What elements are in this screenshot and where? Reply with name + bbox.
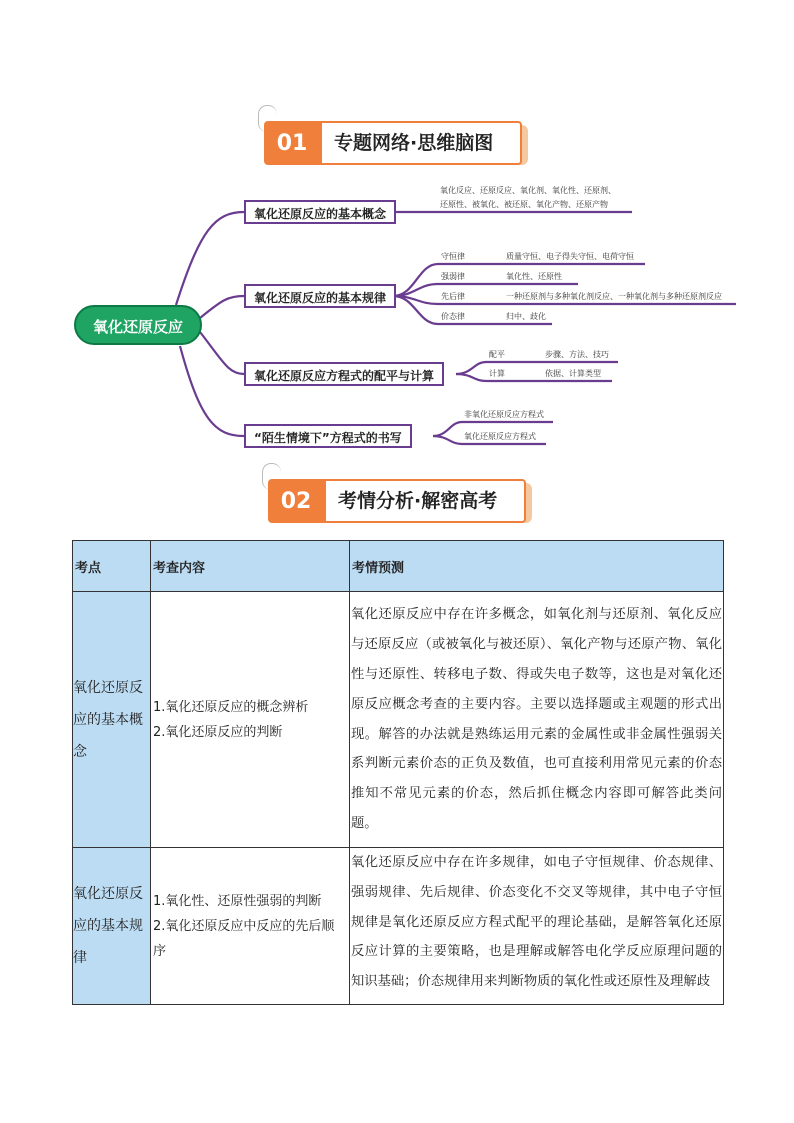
cell-kaodian: 氧化还原反应的基本概念 xyxy=(73,592,151,848)
sub-desc-calculation: 依据、计算类型 xyxy=(545,369,601,378)
mindmap-connectors xyxy=(0,0,794,460)
rule-desc-conservation: 质量守恒、电子得失守恒、电荷守恒 xyxy=(506,252,634,261)
exam-analysis-table xyxy=(72,540,724,1005)
sub-desc-balancing: 步骤、方法、技巧 xyxy=(545,350,609,359)
cell-yuce: 氧化还原反应中存在许多概念，如氧化剂与还原剂、氧化反应与还原反应（或被氧化与被还原）、氧化产物与还原产物、氧化性与还原性、转移电子数、得或失电子数等，这也是对氧化还原反应概念考查的主要内容。主要以选择题或主观题的形式出现。解答的办法就是熟练运用元素的金属性或非金属性强弱关系判断元素价态的正负及数值，也可直接利用常见元素的价态推知不常见元素的价态，然后抓住概念内容即可解答此类问题。 xyxy=(350,592,724,848)
cell-kaocha xyxy=(151,848,350,1005)
cell-kaodian: 氧化还原反应的基本规律 xyxy=(73,848,151,1005)
rule-desc-strength: 氧化性、还原性 xyxy=(506,272,562,281)
branch-basic-rules: 氧化还原反应的基本规律 xyxy=(244,284,396,308)
mindmap-root: 氧化还原反应 xyxy=(74,305,202,345)
section-title: 专题网络·思维脑图 xyxy=(320,121,522,165)
leaf-concepts-line2: 还原性、被氧化、被还原、氧化产物、还原产物 xyxy=(440,200,608,209)
leaf-non-redox: 非氧化还原反应方程式 xyxy=(464,410,544,419)
header-yuce: 考情预测 xyxy=(350,541,724,592)
section-number: 02 xyxy=(268,479,324,523)
sub-name-calculation: 计算 xyxy=(489,369,505,378)
content-line: 2.氧化还原反应中反应的先后顺序 xyxy=(153,918,335,959)
rule-name-valence: 价态律 xyxy=(441,312,465,321)
section-header-02 xyxy=(268,479,532,529)
leaf-concepts-line1: 氧化反应、还原反应、氧化剂、氧化性、还原剂、 xyxy=(440,186,616,195)
table-header-row xyxy=(73,541,724,592)
rule-name-conservation: 守恒律 xyxy=(441,252,465,261)
rule-name-strength: 强弱律 xyxy=(441,272,465,281)
rule-name-order: 先后律 xyxy=(441,292,465,301)
content-line: 1.氧化性、还原性强弱的判断 xyxy=(153,893,322,909)
rule-desc-order: 一种还原剂与多种氧化剂反应、一种氧化剂与多种还原剂反应 xyxy=(506,292,722,301)
branch-balancing-calculation: 氧化还原反应方程式的配平与计算 xyxy=(244,362,444,386)
cell-yuce-text: 氧化还原反应中存在许多规律，如电子守恒规律、价态规律、强弱规律、先后规律、价态变化不交叉等规律，其中电子守恒规律是氧化还原反应方程式配平的理论基础，是解答氧化还原反应计算的主要策略，也是理解或解答电化学反应原理问题的知识基础；价态规律用来判断物质的氧化性或还原性及理解歧 xyxy=(351,855,722,990)
leaf-redox: 氧化还原反应方程式 xyxy=(464,432,536,441)
header-kaodian: 考点 xyxy=(73,541,151,592)
table-row xyxy=(73,848,724,1005)
sub-name-balancing: 配平 xyxy=(489,350,505,359)
branch-unfamiliar-equations: “陌生情境下”方程式的书写 xyxy=(244,424,412,448)
section-number: 01 xyxy=(264,121,320,165)
content-line: 2.氧化还原反应的判断 xyxy=(153,724,283,740)
content-line: 1.氧化还原反应的概念辨析 xyxy=(153,699,309,715)
cell-kaocha xyxy=(151,592,350,848)
cell-yuce xyxy=(350,848,724,1005)
branch-basic-concepts: 氧化还原反应的基本概念 xyxy=(244,200,396,224)
rule-desc-valence: 归中、歧化 xyxy=(506,312,546,321)
table-row xyxy=(73,592,724,848)
header-kaocha: 考查内容 xyxy=(151,541,350,592)
section-title: 考情分析·解密高考 xyxy=(324,479,526,523)
